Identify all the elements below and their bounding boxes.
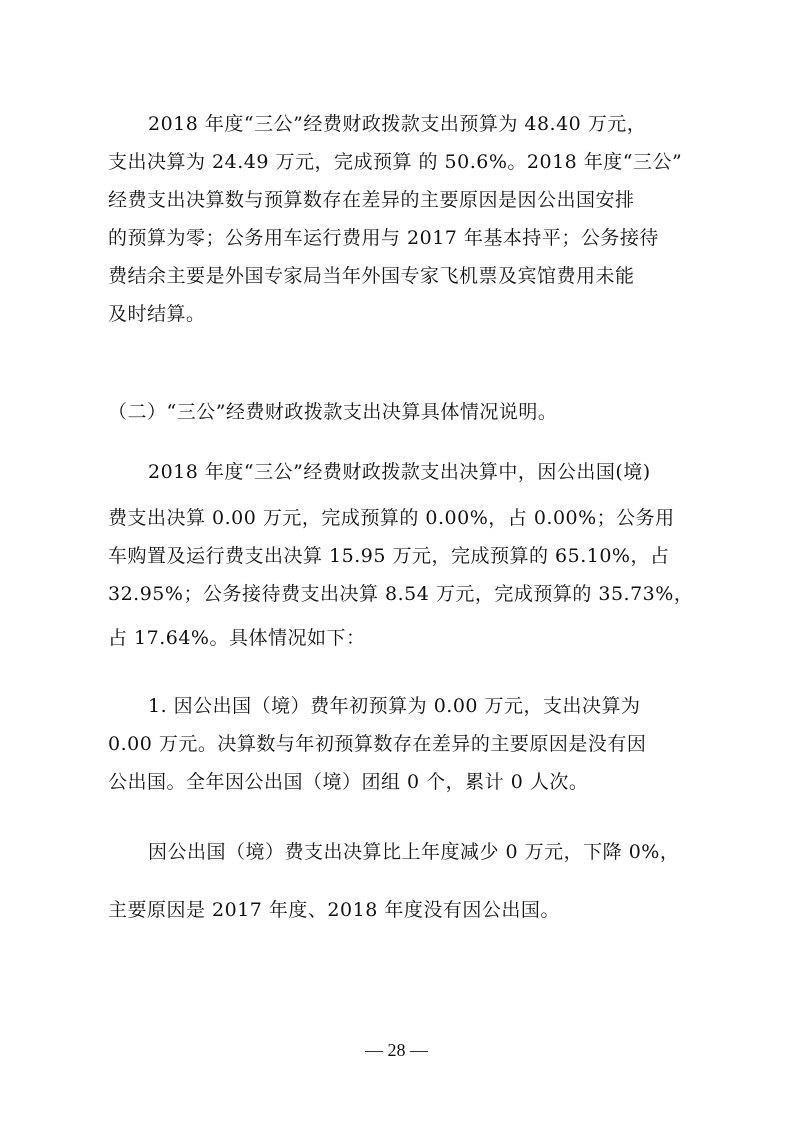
text-line: 车购置及运行费支出决算 15.95 万元，完成预算的 65.10%，占 [108,545,670,567]
text-line: 32.95%；公务接待费支出决算 8.54 万元，完成预算的 35.73%， [108,583,694,605]
text-line: 经费支出决算数与预算数存在差异的主要原因是因公出国安排 [108,189,635,211]
text-line: 0.00 万元。决算数与年初预算数存在差异的主要原因是没有因 [108,733,647,755]
page-number: — 28 — [365,1040,428,1060]
text-line: 支出决算为 24.49 万元，完成预算 的 50.6%。2018 年度“三公” [108,151,683,173]
text-line: 费支出决算 0.00 万元，完成预算的 0.00%，占 0.00%；公务用 [108,507,675,529]
text-line: 占 17.64%。具体情况如下： [108,627,366,649]
text-line: 2018 年度“三公”经费财政拨款支出决算中，因公出国(境) [148,461,651,483]
text-line: 2018 年度“三公”经费财政拨款支出预算为 48.40 万元， [148,113,647,135]
text-line: 主要原因是 2017 年度、2018 年度没有因公出国。 [108,899,560,921]
text-line: 的预算为零；公务用车运行费用与 2017 年基本持平；公务接待 [108,227,659,249]
text-line: 公出国。全年因公出国（境）团组 0 个，累计 0 人次。 [108,771,589,793]
text-line: 1. 因公出国（境）费年初预算为 0.00 万元，支出决算为 [148,695,641,717]
text-line: 因公出国（境）费支出决算比上年度减少 0 万元，下降 0%， [148,841,680,863]
section-heading: （二）“三公”经费财政拨款支出决算具体情况说明。 [108,401,558,423]
text-line: 费结余主要是外国专家局当年外国专家飞机票及宾馆费用未能 [108,265,635,287]
text-line: 及时结算。 [108,303,206,325]
